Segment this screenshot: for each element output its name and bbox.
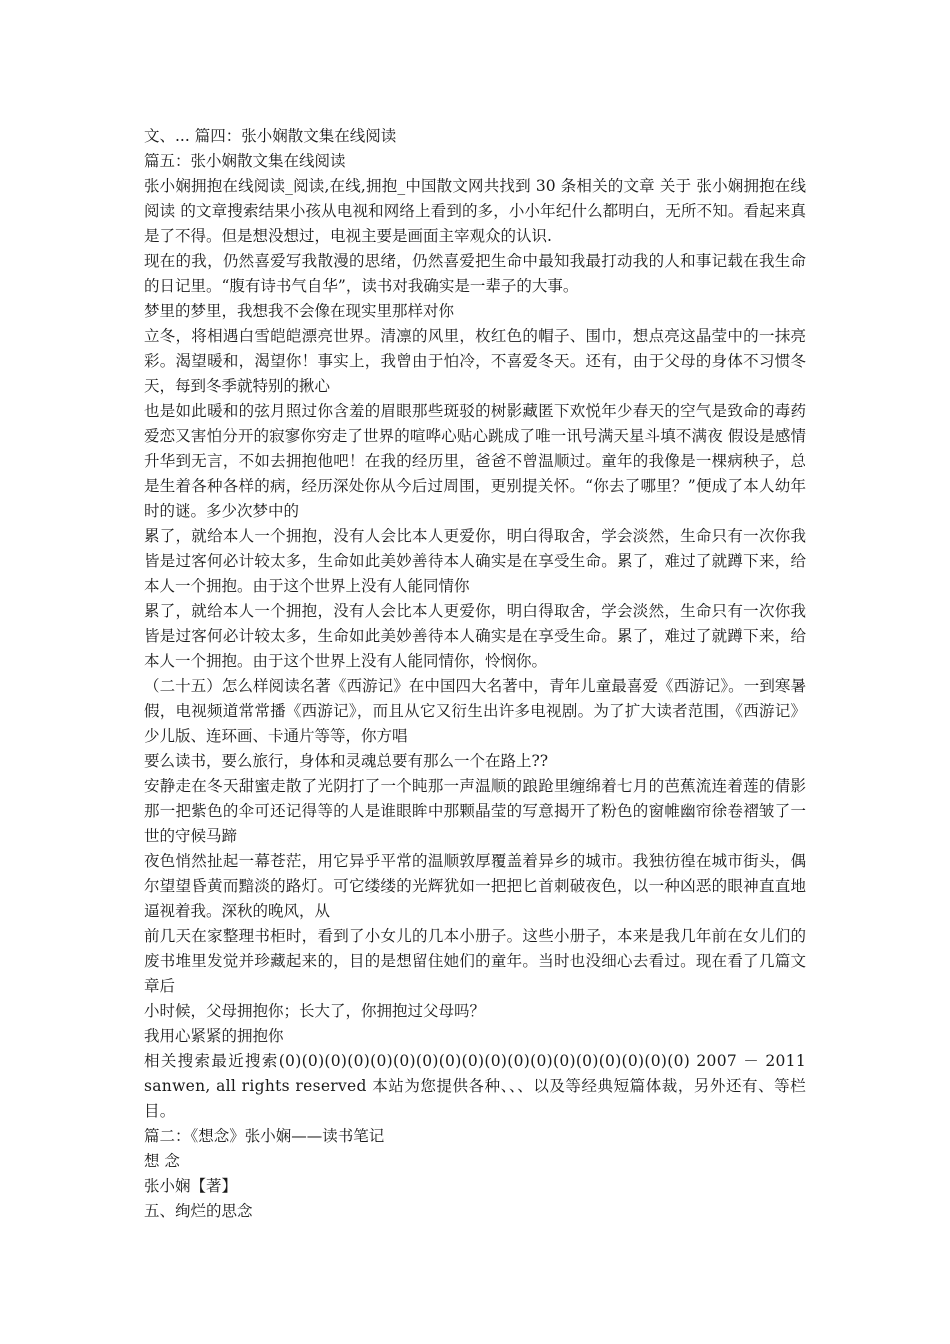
paragraph: 要么读书，要么旅行，身体和灵魂总要有那么一个在路上?? bbox=[144, 752, 549, 770]
paragraph: 篇五：张小娴散文集在线阅读 bbox=[144, 152, 346, 170]
paragraph: 夜色悄然扯起一幕苍茫，用它异乎平常的温顺敦厚覆盖着异乡的城市。我独彷徨在城市街头，偶尔望望昏黄而黯淡的路灯。可它缕缕的光辉犹如一把把匕首刺破夜色，以一种凶恶的眼神直直地逼视着我。深秋的晚风，从 bbox=[144, 852, 806, 920]
paragraph: 张小娴拥抱在线阅读_阅读,在线,拥抱_中国散文网共找到 30 条相关的文章 关于 张小娴拥抱在线阅读 的文章搜索结果小孩从电视和网络上看到的多，小小年纪什么都明白，无所不知。看起来真是了不得。但是想没想过，电视主要是画面主宰观众的认识. bbox=[144, 177, 806, 245]
paragraph: 我用心紧紧的拥抱你 bbox=[144, 1027, 284, 1045]
paragraph: 累了，就给本人一个拥抱，没有人会比本人更爱你，明白得取舍，学会淡然，生命只有一次你我皆是过客何必计较太多，生命如此美妙善待本人确实是在享受生命。累了，难过了就蹲下来，给本人一个拥抱。由于这个世界上没有人能同情你 bbox=[144, 527, 806, 595]
paragraph: 立冬，将相遇白雪皑皑漂亮世界。清凛的风里，枚红色的帽子、围巾，想点亮这晶莹中的一抹亮彩。渴望暖和，渴望你！事实上，我曾由于怕冷，不喜爱冬天。还有，由于父母的身体不习惯冬天，每到冬季就特别的揪心 bbox=[144, 327, 806, 395]
paragraph: 五、绚烂的思念 bbox=[144, 1202, 253, 1220]
paragraph: 张小娴【著】 bbox=[144, 1177, 238, 1195]
paragraph: 梦里的梦里，我想我不会像在现实里那样对你 bbox=[144, 302, 455, 320]
paragraph: 小时候，父母拥抱你；长大了，你拥抱过父母吗？ bbox=[144, 1002, 486, 1020]
paragraph: 安静走在冬天甜蜜走散了光阴打了一个盹那一声温顺的踉跄里缠绵着七月的芭蕉流连着莲的倩影那一把紫色的伞可还记得等的人是谁眼眸中那颗晶莹的写意揭开了粉色的窗帷幽帘徐卷褶皱了一世的守候马蹄 bbox=[144, 777, 806, 845]
paragraph: 也是如此暖和的弦月照过你含羞的眉眼那些斑驳的树影藏匿下欢悦年少春天的空气是致命的毒药爱恋又害怕分开的寂寥你穷走了世界的喧哗心贴心跳成了唯一讯号满天星斗填不满夜 假设是感情升华到无言，不如去拥抱他吧！在我的经历里，爸爸不曾温顺过。童年的我像是一棵病秧子，总是生着各种各样的病，经历深处你从今后过周围，更别提关怀。“你去了哪里？”便成了本人幼年时的谜。多少次梦中的 bbox=[144, 402, 806, 520]
paragraph: 前几天在家整理书柜时，看到了小女儿的几本小册子。这些小册子，本来是我几年前在女儿们的废书堆里发觉并珍藏起来的，目的是想留住她们的童年。当时也没细心去看过。现在看了几篇文章后 bbox=[144, 927, 806, 995]
paragraph: 累了，就给本人一个拥抱，没有人会比本人更爱你，明白得取舍，学会淡然，生命只有一次你我皆是过客何必计较太多，生命如此美妙善待本人确实是在享受生命。累了，难过了就蹲下来，给本人一个拥抱。由于这个世界上没有人能同情你，怜悯你。 bbox=[144, 602, 806, 670]
paragraph: 想 念 bbox=[144, 1152, 180, 1170]
document-page bbox=[144, 124, 806, 1224]
section-heading: 篇二：《想念》张小娴——读书笔记 bbox=[144, 1127, 385, 1145]
paragraph: （二十五）怎么样阅读名著《西游记》在中国四大名著中，青年儿童最喜爱《西游记》。一到寒暑假，电视频道常常播《西游记》，而且从它又衍生出许多电视剧。为了扩大读者范围，《西游记》少儿版、连环画、卡通片等等，你方唱 bbox=[144, 677, 806, 745]
paragraph: 文、... 篇四：张小娴散文集在线阅读 bbox=[144, 127, 397, 145]
paragraph: 现在的我，仍然喜爱写我散漫的思绪，仍然喜爱把生命中最知我最打动我的人和事记载在我生命的日记里。“腹有诗书气自华”，读书对我确实是一辈子的大事。 bbox=[144, 252, 806, 295]
paragraph: 相关搜索最近搜索(0)(0)(0)(0)(0)(0)(0)(0)(0)(0)(0)(0)(0)(0)(0)(0)(0)(0) 2007 － 2011 sanwen, all rights reserved 本站为您提供各种、、、以及等经典短篇体裁，另外还有、等栏目。 bbox=[144, 1052, 806, 1120]
